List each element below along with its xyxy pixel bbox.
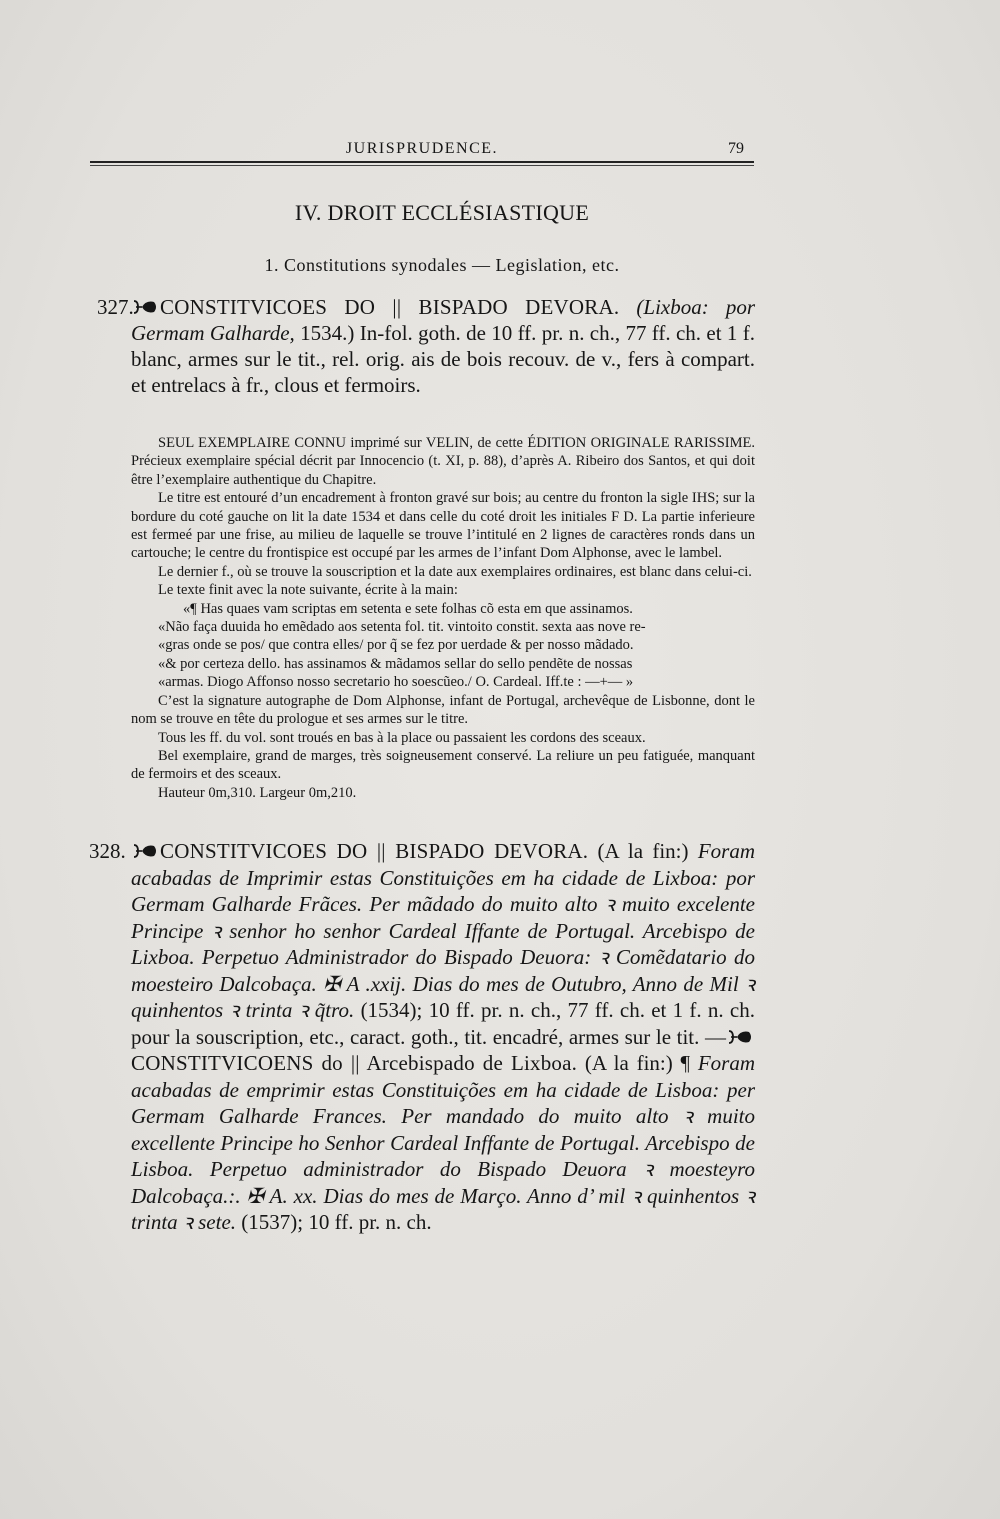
quote-line: «¶ Has quaes vam scriptas em setenta e sete folhas cõ esta em que assinamos. (183, 600, 633, 617)
colophon: Foram acabadas de Imprimir estas Constituições em ha cidade de Lixboa: por Germam Galharde Frãces. Per mãdado do muito alto ꝛ muito excelente Principe ꝛ senhor ho senhor Cardeal Iffante de Portugal. Arcebispo de Lixboa. Perpetuo Administrador do Bispado Deuora: ꝛ Comẽdatario do moesteiro Dalcobaça. ✠ A .xxij. Dias do mes de Outubro, Anno de Mil ꝛ quinhentos ꝛ trinta ꝛ q̃tro. (131, 839, 756, 1022)
note-paragraph: SEUL EXEMPLAIRE CONNU imprimé sur VELIN, de cette ÉDITION ORIGINALE RARISSIME. Précieux exemplaire spécial décrit par Innocencio (t. XI, p. 88), d’après A. Ribeiro dos Santos, et qui doit être l’exemplaire authentique du Chapitre. (131, 435, 755, 488)
quote-line: «gras onde se pos/ que contra elles/ por q̃ se fez por uerdade & per nosso mãdado. (158, 637, 634, 654)
note-paragraph: Le texte finit avec la note suivante, écrite à la main: (158, 582, 458, 599)
entry-328 (89, 838, 756, 1236)
header-rule-thin (90, 165, 754, 166)
entry-327 (97, 294, 756, 398)
page-number: 79 (728, 140, 744, 157)
entry-heading-2: CONSTITVICOENS do || Arcebispado de Lixboa. (131, 1051, 578, 1075)
header-rule (90, 161, 754, 163)
colophon-intro: (A la fin:) (597, 839, 689, 863)
collation-2: (1537); 10 ff. pr. n. ch. (241, 1210, 432, 1234)
note-paragraph: Le dernier f., où se trouve la souscription et la date aux exemplaires ordinaires, est blanc dans celui-ci. (158, 563, 752, 580)
colophon-intro-2: (A la fin:) ¶ (584, 1051, 691, 1075)
note-paragraph: C’est la signature autographe de Dom Alphonse, infant de Portugal, archevêque de Lisbonne, dont le nom se trouve en tête du prologue et ses armes sur le titre. (131, 692, 755, 728)
fleuron-icon (132, 299, 158, 315)
entry-number: 327. (97, 295, 134, 319)
quote-line: «Não faça duuida ho emẽdado aos setenta fol. tit. vintoito constit. sexta aas nove re- (158, 619, 646, 636)
imprint-year: 1534.) (300, 321, 355, 345)
entry-327-notes (131, 434, 755, 802)
entry-number: 328. (89, 839, 126, 863)
note-paragraph: Tous les ff. du vol. sont troués en bas à la place ou passaient les cordons des sceaux. (158, 729, 646, 746)
fleuron-icon (727, 1029, 753, 1045)
dimensions: Hauteur 0m,310. Largeur 0m,210. (158, 784, 357, 801)
entry-heading: CONSTITVICOES DO || BISPADO DEVORA. (160, 839, 589, 863)
section-title: IV. DROIT ECCLÉSIASTIQUE (294, 200, 590, 225)
quote-line: «armas. Diogo Affonso nosso secretario ho soescũeo./ O. Cardeal. Iff.te : —+— » (158, 674, 634, 691)
entry-heading: CONSTITVICOES DO || BISPADO DEVORA. (160, 295, 620, 319)
collation: (1534); 10 ff. pr. n. ch., 77 ff. ch. et 1 f. n. ch. pour la souscription, etc., caract. goth., tit. encadré, armes sur le tit. — (131, 998, 755, 1049)
running-header (90, 140, 754, 168)
running-head: JURISPRUDENCE. (345, 140, 499, 157)
quote-line: «& por certeza dello. has assinamos & mãdamos sellar do sello pendẽte de nossas (158, 655, 633, 672)
subsection-title: 1. Constitutions synodales — Legislation, etc. (264, 255, 620, 275)
note-paragraph: Bel exemplaire, grand de marges, très soigneusement conservé. La reliure un peu fatiguée, manquant de fermoirs et des sceaux. (131, 747, 755, 783)
imprint: (Lixboa: por Germam Galharde, (131, 295, 756, 345)
fleuron-icon (132, 843, 158, 859)
note-paragraph: Le titre est entouré d’un encadrement à fronton gravé sur bois; au centre du fronton la sigle IHS; sur la bordure du coté gauche on lit la date 1534 et dans celle du coté droit les initiales F D. La partie inferieure est fermeé par une frise, au milieu de laquelle se trouve l’intitulé en 2 lignes de caractères ronds dans un cartouche; le centre du frontispice est occupé par les armes de l’infant Dom Alphonse, avec le lambel. (131, 490, 755, 562)
colophon-2: Foram acabadas de emprimir estas Constituições em ha cidade de Lisboa: per Germam Galharde Frances. Per mandado do muito alto ꝛ muito excellente Principe ho Senhor Cardeal Inffante de Portugal. Arcebispo de Lisboa. Perpetuo administrador do Bispado Deuora ꝛ moesteyro Dalcobaça.:. ✠ A. xx. Dias do mes de Março. Anno d’ mil ꝛ quinhentos ꝛ trinta ꝛ sete. (131, 1051, 756, 1234)
collation: In-fol. goth. de 10 ff. pr. n. ch., 77 ff. ch. et 1 f. blanc, armes sur le tit., rel. orig. ais de bois recouv. de v., fers à compart. et entrelacs à fr., clous et fermoirs. (131, 321, 755, 397)
